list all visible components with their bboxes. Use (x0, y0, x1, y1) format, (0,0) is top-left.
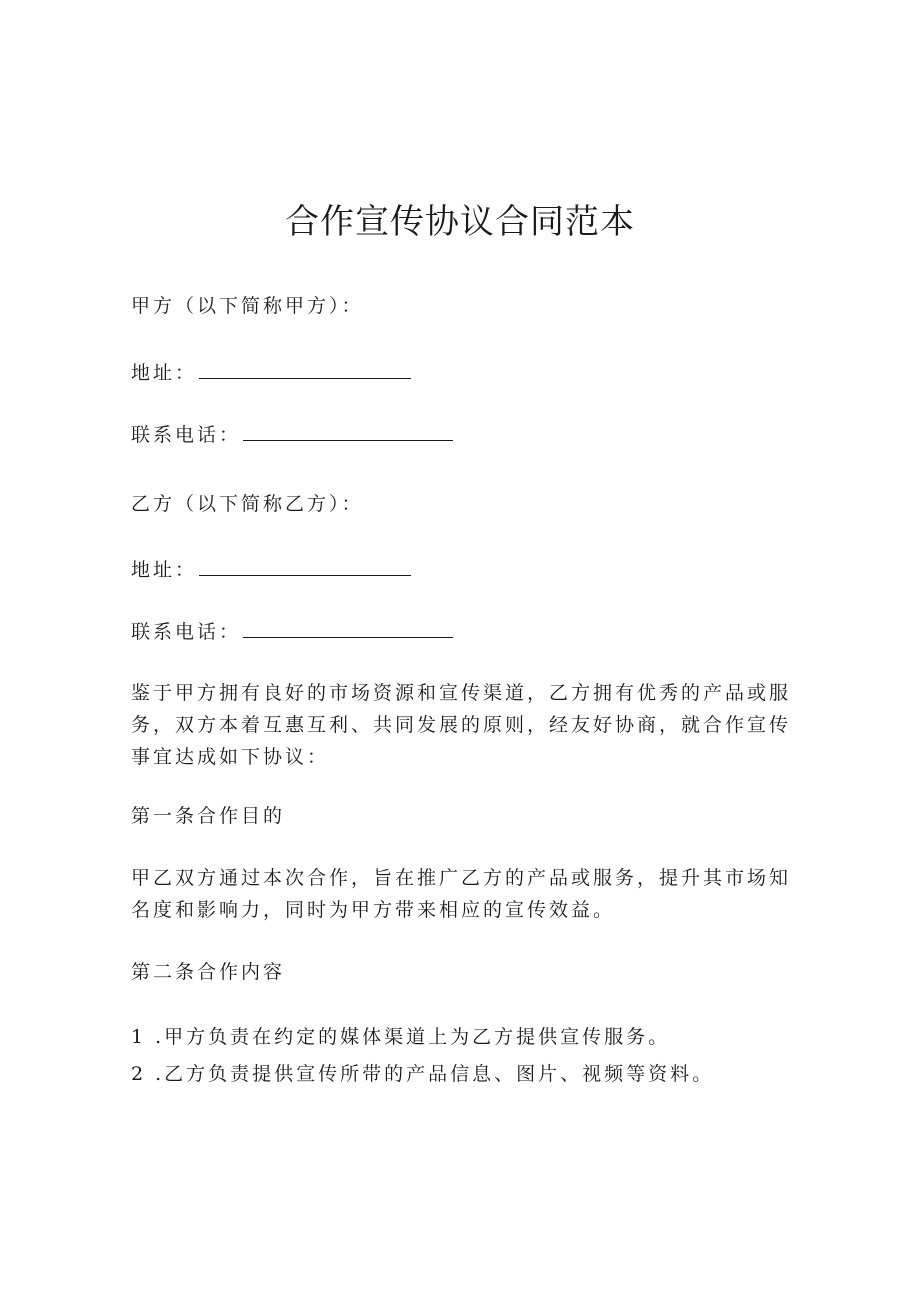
party-b-address-label: 地址： (131, 559, 198, 581)
party-b-address-blank[interactable] (199, 557, 411, 576)
party-a-address-line (131, 358, 411, 388)
article-1-body: 甲乙双方通过本次合作，旨在推广乙方的产品或服务，提升其市场知名度和影响力，同时为甲方带来相应的宣传效益。 (131, 867, 792, 921)
article-2-heading: 第二条合作内容 (131, 961, 286, 983)
article-2-item-2: 2 .乙方负责提供宣传所带的产品信息、图片、视频等资料。 (131, 1063, 715, 1085)
party-b-phone-line (131, 617, 453, 647)
party-b-phone-blank[interactable] (243, 619, 453, 638)
party-a-address-blank[interactable] (199, 360, 411, 379)
document-title: 合作宣传协议合同范本 (285, 202, 635, 242)
party-a-phone-line (131, 420, 453, 450)
party-a-heading: 甲方（以下简称甲方）： (131, 295, 364, 317)
party-a-phone-blank[interactable] (243, 422, 453, 441)
party-a-phone-label: 联系电话： (131, 424, 242, 446)
party-b-heading: 乙方（以下简称乙方）： (131, 493, 364, 515)
article-1-heading: 第一条合作目的 (131, 805, 286, 827)
party-a-address-label: 地址： (131, 362, 198, 384)
party-b-address-line (131, 555, 411, 585)
article-2-item-1: 1 .甲方负责在约定的媒体渠道上为乙方提供宣传服务。 (131, 1026, 671, 1048)
preamble-paragraph: 鉴于甲方拥有良好的市场资源和宣传渠道，乙方拥有优秀的产品或服务，双方本着互惠互利、共同发展的原则，经友好协商，就合作宣传事宜达成如下协议： (131, 682, 792, 768)
party-b-phone-label: 联系电话： (131, 621, 242, 643)
